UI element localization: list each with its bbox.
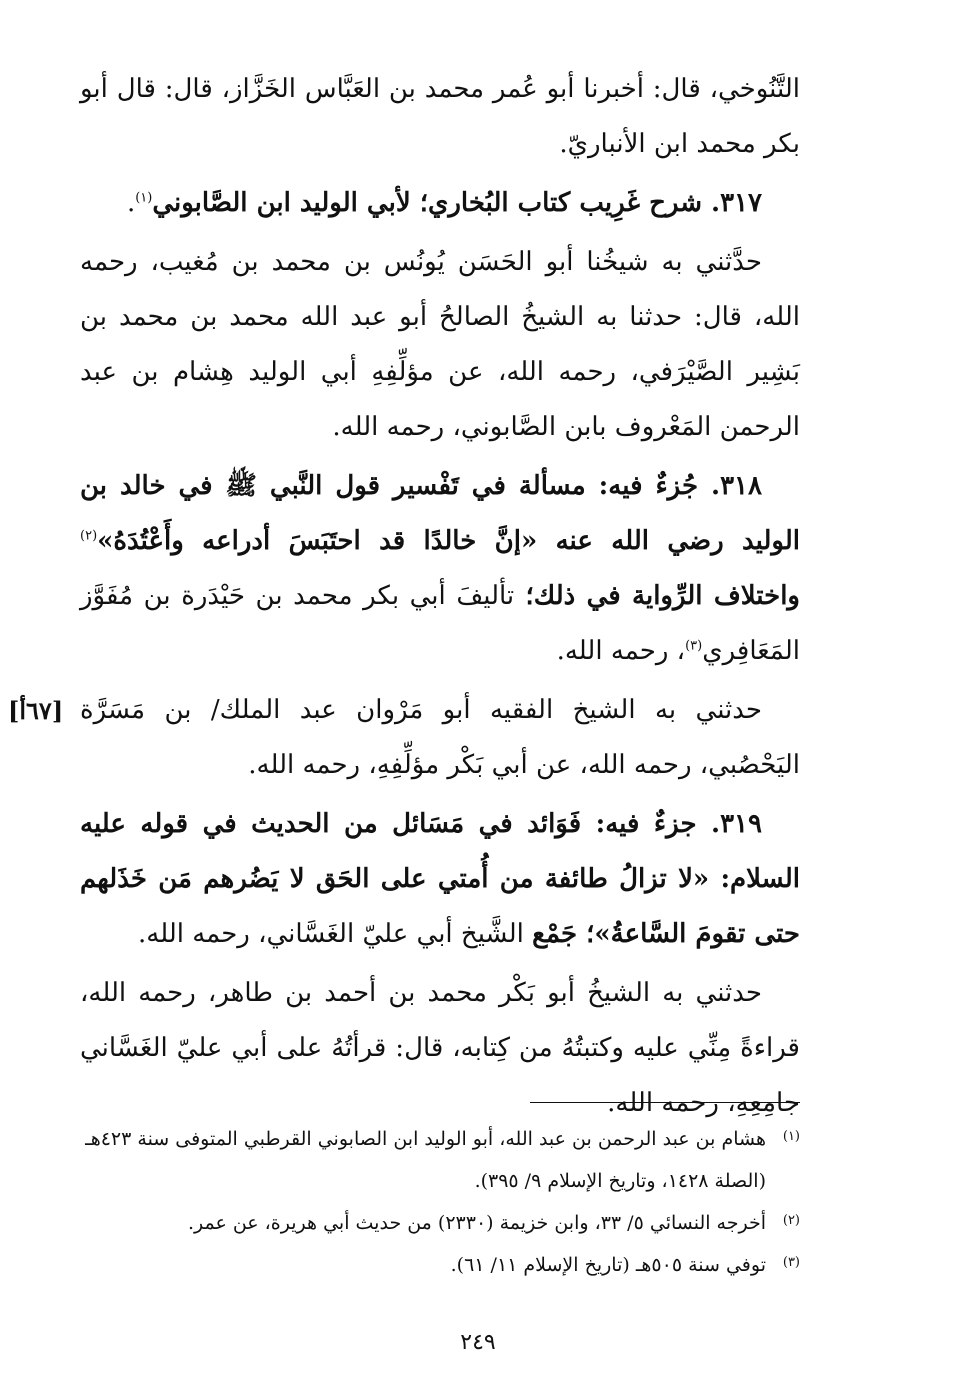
entry-319-rest: الشَّيخ أبي عليّ الغَسَّاني، رحمه الله. bbox=[138, 919, 533, 949]
entry-317-end: . bbox=[126, 188, 136, 218]
footnote-number: (١) bbox=[782, 1129, 800, 1144]
footnote-text: هشام بن عبد الرحمن بن عبد الله، أبو الوليد ابن الصابوني القرطبي المتوفى سنة ٤٢٣هـ (الصلة ١٤٢٨، وتاريخ الإسلام ٩/ ٣٩٥). bbox=[85, 1128, 766, 1192]
footnote-text: أخرجه النسائي ٥/ ٣٣، وابن خزيمة (٢٣٣٠) من حديث أبي هريرة، عن عمر. bbox=[187, 1212, 766, 1234]
footnote-number: (٢) bbox=[782, 1213, 800, 1228]
entry-319 bbox=[80, 797, 800, 962]
entry-318-mid: واختلاف الرِّواية في ذلك؛ bbox=[514, 581, 800, 611]
footnote-number: (٣) bbox=[782, 1255, 800, 1270]
entry-318-author: تأليفَ أبي بكر محمد بن حَيْدَرة بن مُفَوَّز المَعَافِري bbox=[80, 581, 800, 666]
paragraph-317-isnad: حدَّثني به شيخُنا أبو الحَسَن يُونُس بن محمد بن مُغيب، رحمه الله، قال: حدثنا به الشيخُ الصالحُ أبو عبد الله محمد بن محمد بن بَشِير الصَّيْرَفي، رحمه الله، عن مؤلِّفِهِ أبي الوليد هِشام بن عبد الرحمن المَعْروف بابن الصَّابوني، رحمه الله. bbox=[80, 247, 800, 442]
page-body bbox=[8, 62, 800, 1135]
main-text bbox=[8, 62, 800, 1131]
paragraph-318-isnad-text: حدثني به الشيخ الفقيه أبو مَرْوان عبد الملك/ بن مَسَرَّة اليَحْصُبي، رحمه الله، عن أبي بَكْر مؤلِّفِهِ، رحمه الله. bbox=[80, 695, 800, 780]
entry-319-title: ٣١٩. جزءٌ فيه: فَوَائد في مَسَائل من الحديث في قوله عليه السلام: «لا تزالُ طائفة من أُمتي على الحَق لا يَضُرهم مَن خَذَلهم حتى تقومَ السَّاعةُ»؛ جَمْع bbox=[80, 809, 800, 949]
footnote-text: توفي سنة ٥٠٥هـ (تاريخ الإسلام ١١/ ٦١). bbox=[450, 1254, 766, 1276]
folio-marker: [٦٧أ] bbox=[8, 696, 64, 725]
entry-318 bbox=[80, 459, 800, 679]
entry-317-title: ٣١٧. شرح غَرِيب كتاب البُخاري؛ لأبي الوليد ابن الصَّابوني bbox=[152, 188, 762, 218]
footnotes bbox=[80, 1118, 800, 1286]
paragraph-319-isnad: حدثني به الشيخُ أبو بَكْر محمد بن أحمد بن طاهر، رحمه الله، قراءةً مِنِّي عليه وكتبتُهُ من كِتابه، قال: قرأتُهُ على أبي عليّ الغَسَّاني جامِعِهِ، رحمه الله. bbox=[80, 978, 800, 1118]
footnote-ref-3: (٣) bbox=[685, 638, 703, 654]
footnote-2 bbox=[80, 1202, 800, 1244]
page-number: ٢٤٩ bbox=[460, 1330, 496, 1355]
entry-317 bbox=[80, 176, 800, 231]
entry-318-end: ، رحمه الله. bbox=[556, 636, 686, 666]
footnote-ref-1: (١) bbox=[135, 190, 153, 206]
paragraph-isnad-intro: التَّنُوخي، قال: أخبرنا أبو عُمر محمد بن العَبَّاس الخَزَّاز، قال: قال أبو بكر محمد ابن الأنباريّ. bbox=[80, 74, 800, 159]
paragraph-318-isnad bbox=[8, 683, 800, 793]
footnote-ref-2: (٢) bbox=[80, 528, 98, 544]
entry-318-title: ٣١٨. جُزءٌ فيه: مسألة في تَفْسير قول النَّبي ﷺ في خالد بن الوليد رضي الله عنه «إنَّ خالدًا قد احتَبَسَ أدراعه وأَعْتُدَهُ» bbox=[80, 471, 800, 556]
footnote-3 bbox=[80, 1244, 800, 1286]
footnote-1 bbox=[80, 1118, 800, 1202]
footnote-divider bbox=[530, 1102, 800, 1103]
